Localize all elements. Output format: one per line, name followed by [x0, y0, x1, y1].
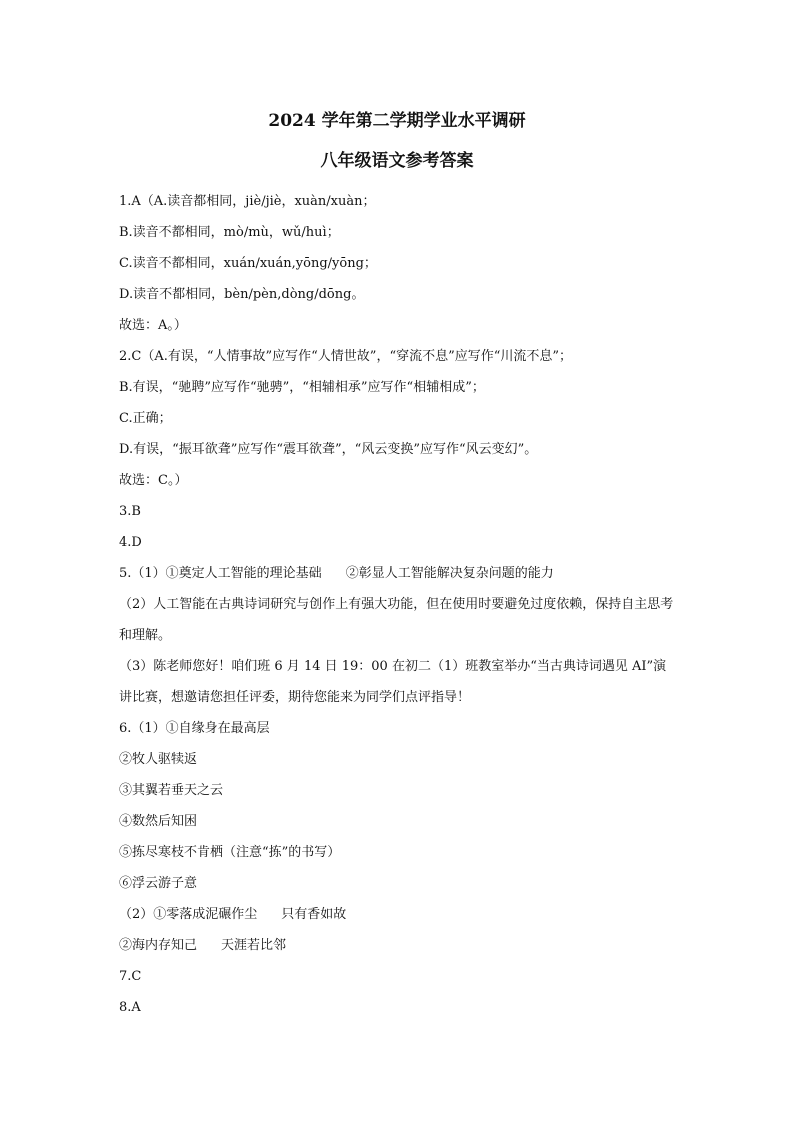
- answer-line: ③其翼若垂天之云: [119, 783, 224, 798]
- answer-line-q6-2b: [119, 930, 679, 961]
- answer-line-q5-2: （2）人工智能在古典诗词研究与创作上有强大功能，但在使用时要避免过度依赖，保持自主思考和理解。: [119, 597, 674, 643]
- answer-line: ④数然后知困: [119, 814, 198, 829]
- answer-line-q6-2a: [119, 899, 679, 930]
- q5-part1-b: ②彰显人工智能解决复杂问题的能力: [345, 566, 554, 581]
- answer-line: 2.C（A.有误，“人情事故”应写作“人情世故”，“穿流不息”应写作“川流不息”；: [119, 349, 573, 364]
- q6-2-line-a1: （2）①零落成泥碾作尘: [119, 907, 258, 922]
- answer-line-q5-1: [119, 558, 679, 589]
- q5-part1-a: 5.（1）①奠定人工智能的理论基础: [119, 566, 322, 581]
- answer-line: 6.（1）①自缘身在最高层: [119, 721, 270, 736]
- answer-line: 4.D: [119, 535, 142, 550]
- q6-2-line-b2: 天涯若比邻: [221, 938, 287, 953]
- page-title: 2024 学年第二学期学业水平调研: [268, 111, 526, 131]
- answer-line: C.正确；: [119, 411, 172, 426]
- answer-line: ⑤拣尽寒枝不肯栖（注意“拣”的书写）: [119, 845, 341, 860]
- page-subtitle: 八年级语文参考答案: [320, 151, 474, 171]
- q6-2-line-a2: 只有香如故: [281, 907, 347, 922]
- answer-line: B.有误，“驰聘”应写作“驰骋”，“相辅相承”应写作“相辅相成”；: [119, 380, 485, 395]
- answer-line-q5-3: （3）陈老师您好！咱们班 6 月 14 日 19：00 在初二（1）班教室举办“当古典诗词遇见 AI”演讲比赛，想邀请您担任评委，期待您能来为同学们点评指导！: [119, 659, 667, 705]
- answer-line: ②牧人驱犊返: [119, 752, 198, 767]
- answer-line: C.读音不都相同，xuán/xuán,yōng/yōng；: [119, 256, 377, 271]
- answer-content: [119, 186, 679, 1023]
- answer-line: 3.B: [119, 504, 141, 519]
- answer-line: 故选：A。）: [119, 318, 187, 333]
- answer-line: B.读音不都相同，mò/mù，wǔ/huì；: [119, 225, 340, 240]
- answer-line: D.有误，“振耳欲聋”应写作“震耳欲聋”，“风云变换”应写作“风云变幻”。: [119, 442, 538, 457]
- answer-line: 故选：C。）: [119, 473, 188, 488]
- answer-line: 1.A（A.读音都相同，jiè/jiè，xuàn/xuàn；: [119, 194, 376, 209]
- q6-2-line-b1: ②海内存知己: [119, 938, 198, 953]
- answer-line: 7.C: [119, 969, 142, 984]
- answer-line: ⑥浮云游子意: [119, 876, 198, 891]
- answer-line: D.读音不都相同，bèn/pèn,dòng/dōng。: [119, 287, 365, 302]
- answer-line: 8.A: [119, 1000, 141, 1015]
